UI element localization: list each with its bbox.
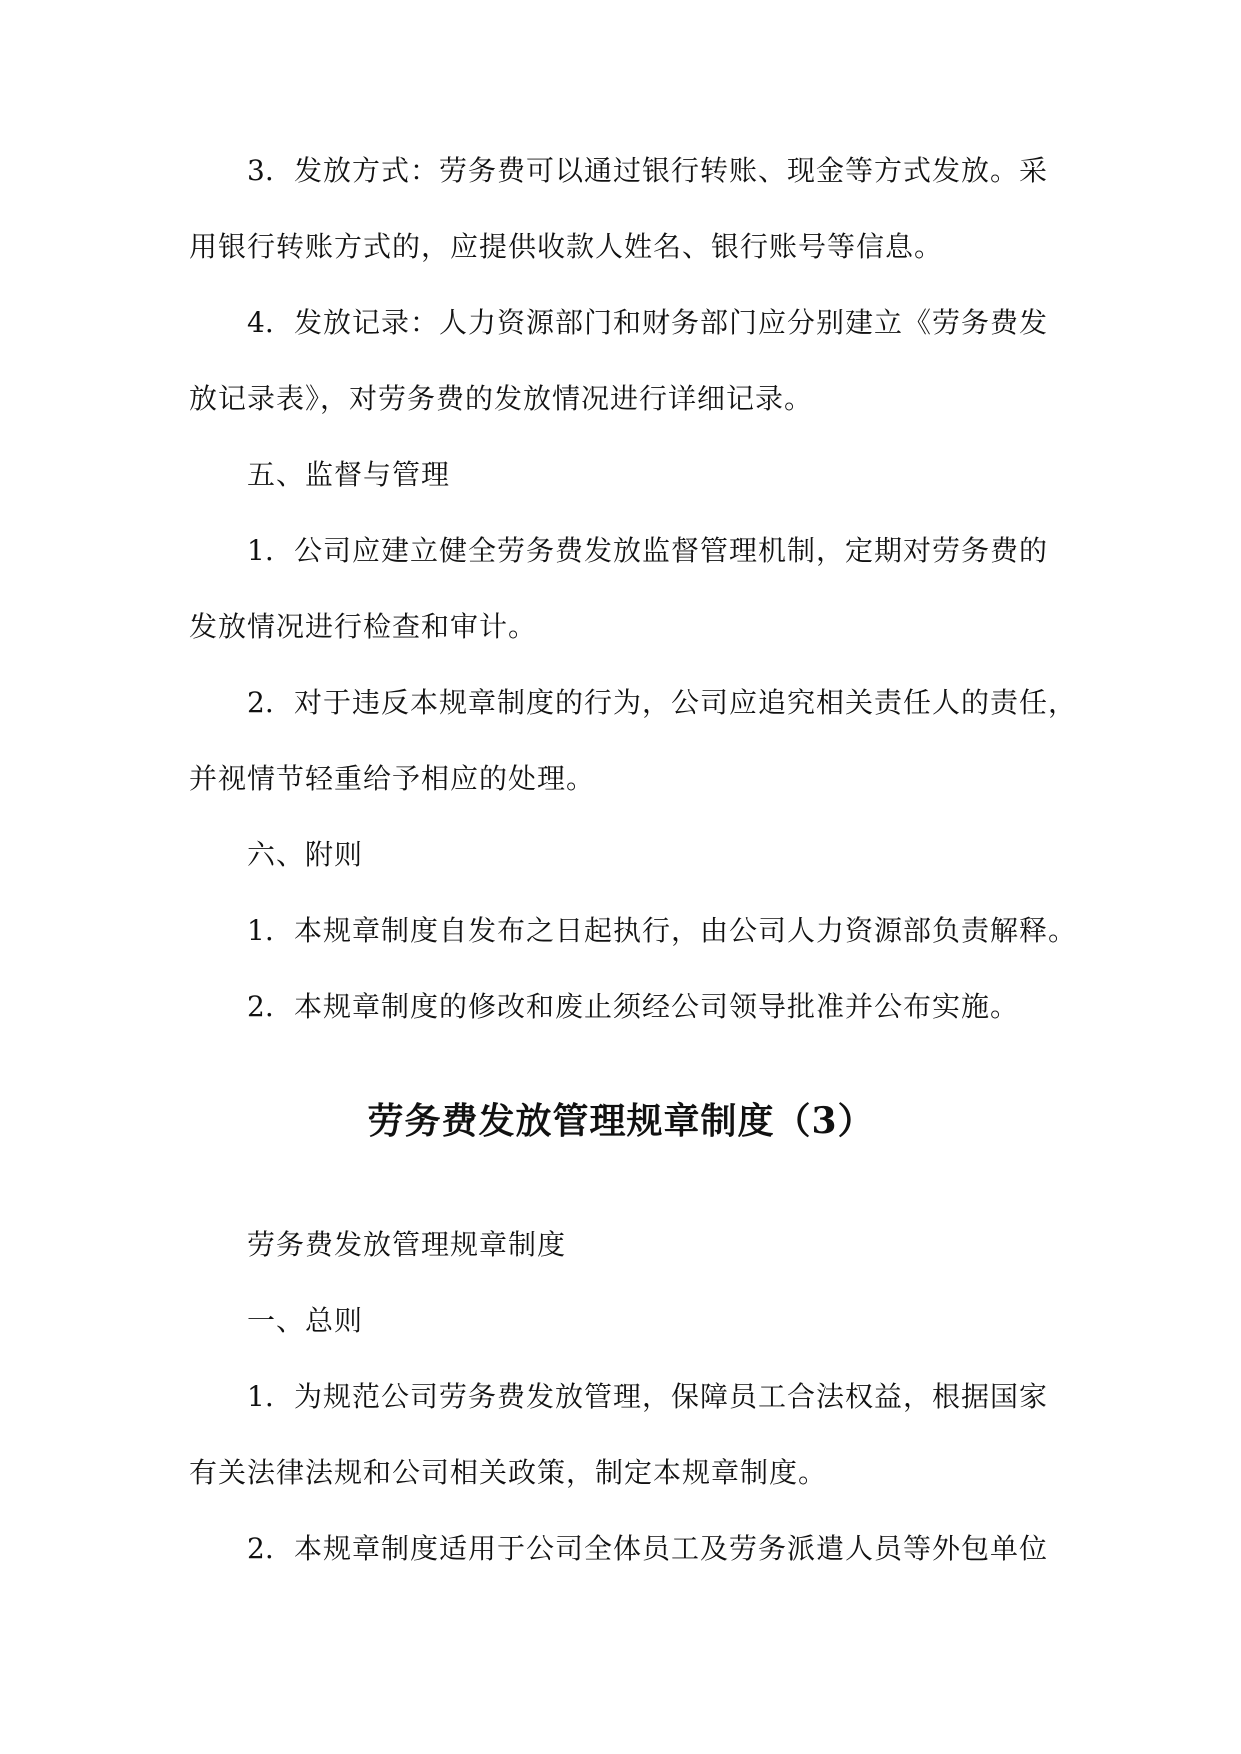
document-body [189,133,1078,1587]
item-number: 3. [247,154,274,187]
item-text: 对于违反本规章制度的行为，公司应追究相关责任人的责任， [294,686,1078,719]
list-item [189,665,1078,817]
document-title: 劳务费发放管理规章制度（3） [367,1100,875,1142]
item-number: 2. [247,1532,274,1565]
section-heading: 一、总则 [247,1304,364,1337]
paragraph-line [189,969,1053,1045]
list-item [189,513,1053,665]
section-heading: 五、监督与管理 [247,458,451,491]
paragraph-line [189,1359,1053,1435]
item-number: 1. [247,534,274,567]
item-number: 2. [247,686,274,719]
paragraph-line: 放记录表》，对劳务费的发放情况进行详细记录。 [189,382,814,415]
item-text: 本规章制度适用于公司全体员工及劳务派遣人员等外包单位 [294,1532,1049,1565]
list-item [189,893,1078,969]
paragraph-line [189,133,1053,209]
list-item [189,285,1053,437]
item-text: 为规范公司劳务费发放管理，保障员工合法权益，根据国家 [294,1380,1049,1413]
list-item [189,969,1053,1045]
paragraph-line: 用银行转账方式的，应提供收款人姓名、银行账号等信息。 [189,230,944,263]
paragraph-line: 并视情节轻重给予相应的处理。 [189,762,596,795]
section-heading: 六、附则 [247,838,364,871]
paragraph-line [189,285,1053,361]
item-number: 1. [247,1380,274,1413]
paragraph-line [189,513,1053,589]
paragraph-line: 有关法律法规和公司相关政策，制定本规章制度。 [189,1456,828,1489]
item-text: 发放记录：人力资源部门和财务部门应分别建立《劳务费发 [294,306,1049,339]
list-item [189,1511,1053,1587]
list-item [189,1359,1053,1511]
paragraph-line [189,893,1078,969]
item-number: 2. [247,990,274,1023]
paragraph-line [189,665,1078,741]
item-number: 1. [247,914,274,947]
paragraph-line: 发放情况进行检查和审计。 [189,610,538,643]
list-item [189,133,1053,285]
item-text: 公司应建立健全劳务费发放监督管理机制，定期对劳务费的 [294,534,1049,567]
document-subtitle: 劳务费发放管理规章制度 [247,1228,567,1261]
paragraph-line [189,1511,1053,1587]
item-number: 4. [247,306,274,339]
item-text: 本规章制度的修改和废止须经公司领导批准并公布实施。 [294,990,1020,1023]
item-text: 本规章制度自发布之日起执行，由公司人力资源部负责解释。 [294,914,1078,947]
item-text: 发放方式：劳务费可以通过银行转账、现金等方式发放。采 [294,154,1049,187]
